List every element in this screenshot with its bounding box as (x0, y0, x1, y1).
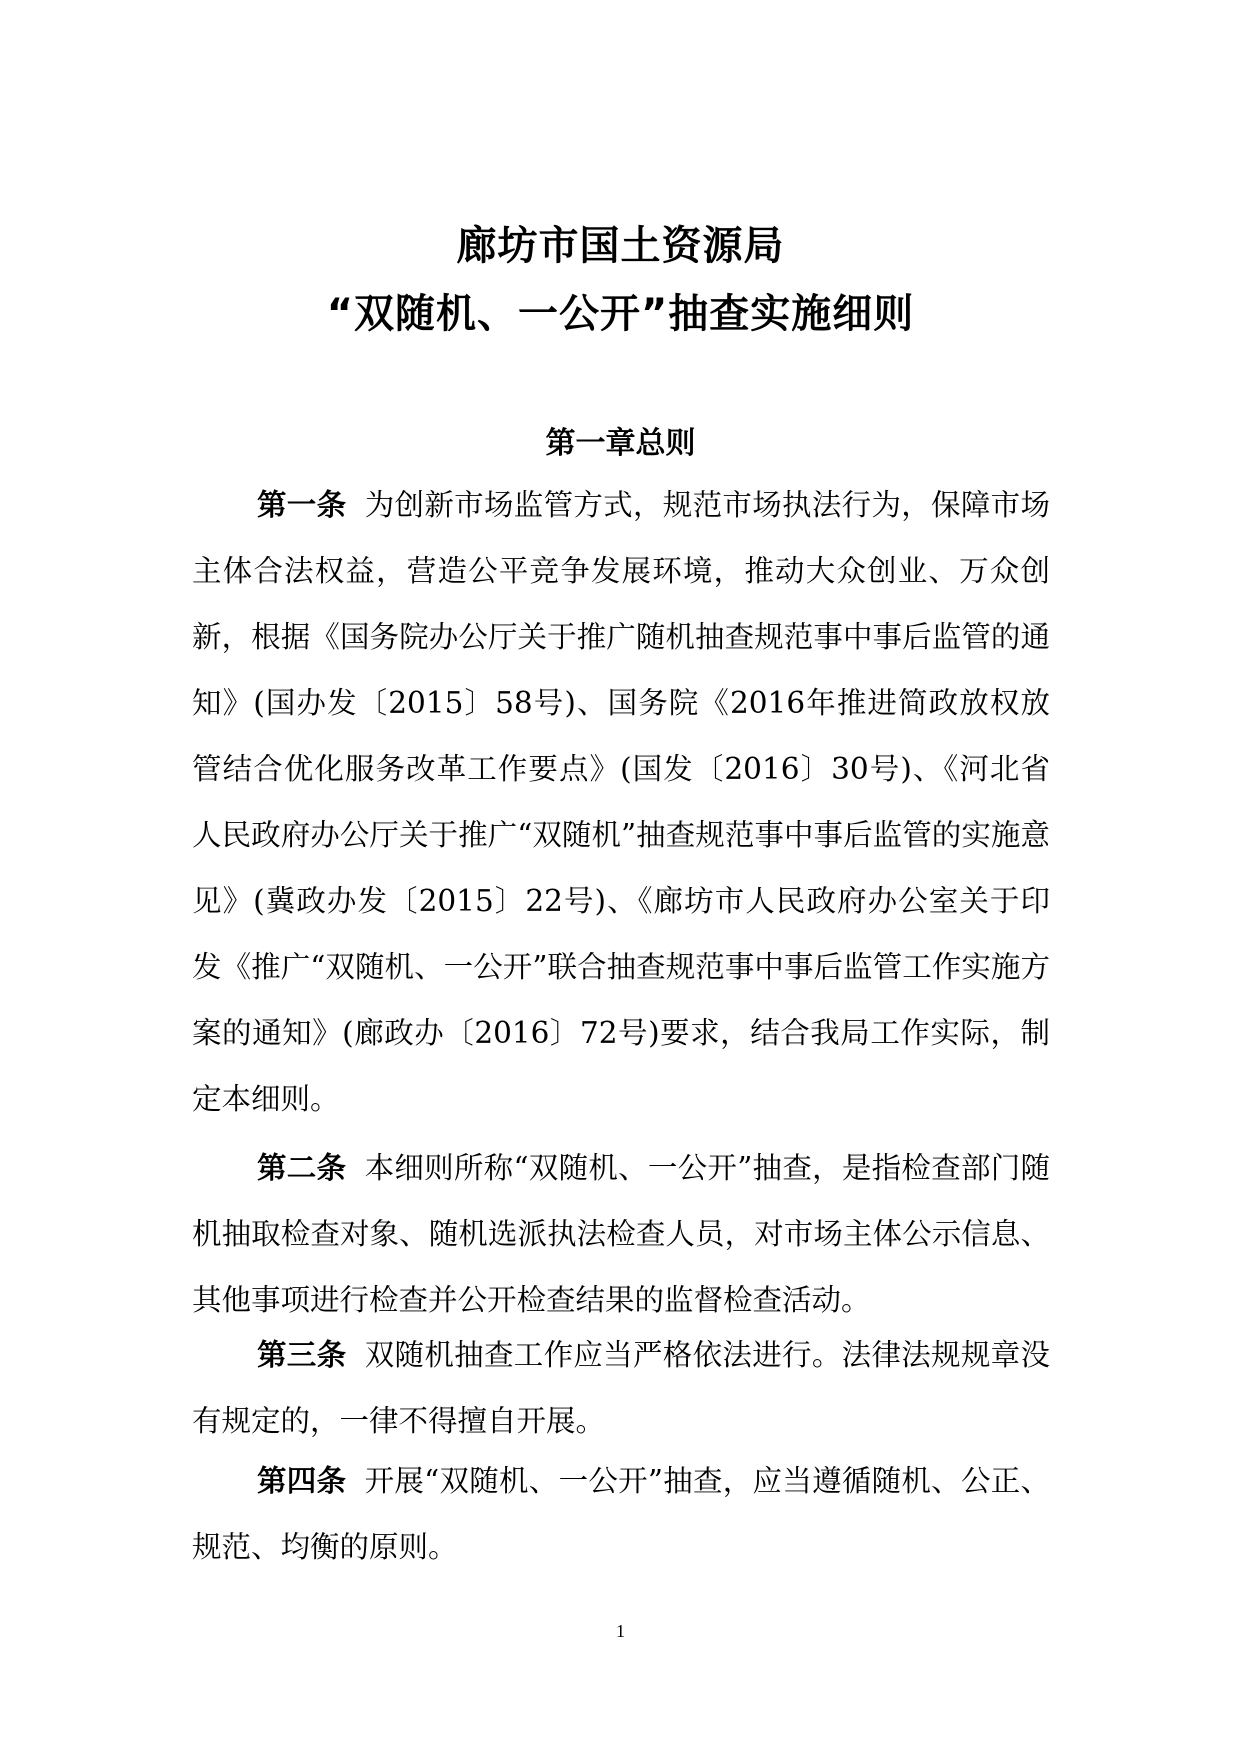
article-3 (192, 1322, 1050, 1454)
article-4 (192, 1448, 1050, 1580)
article-4-label: 第四条 (257, 1464, 347, 1498)
article-1 (192, 472, 1050, 1132)
document-title-line-2: “双随机、一公开”抽查实施细则 (326, 291, 915, 337)
document-title-line-1: 廊坊市国土资源局 (456, 223, 785, 269)
article-2-text: 本细则所称“双随机、一公开”抽查，是指检查部门随机抽取检查对象、随机选派执法检查人员，对市场主体公示信息、其他事项进行检查并公开检查结果的监督检查活动。 (192, 1151, 1050, 1317)
page-number: 1 (616, 1621, 625, 1641)
article-4-text: 开展“双随机、一公开”抽查，应当遵循随机、公正、规范、均衡的原则。 (192, 1464, 1050, 1564)
article-2-label: 第二条 (257, 1151, 347, 1185)
article-1-label: 第一条 (257, 488, 347, 522)
chapter-heading: 第一章总则 (545, 426, 696, 461)
article-2 (192, 1135, 1050, 1333)
article-1-text: 为创新市场监管方式，规范市场执法行为，保障市场主体合法权益，营造公平竞争发展环境，推动大众创业、万众创新，根据《国务院办公厅关于推广随机抽查规范事中事后监管的通知》(国办发〔2015〕58号)、国务院《2016年推进简政放权放管结合优化服务改革工作要点》(国发〔2016〕30号)、《河北省人民政府办公厅关于推广“双随机”抽查规范事中事后监管的实施意见》(冀政办发〔2015〕22号)、《廊坊市人民政府办公室关于印发《推广“双随机、一公开”联合抽查规范事中事后监管工作实施方案的通知》(廊政办〔2016〕72号)要求，结合我局工作实际，制定本细则。 (192, 488, 1050, 1116)
article-3-label: 第三条 (257, 1338, 347, 1372)
article-3-text: 双随机抽查工作应当严格依法进行。法律法规规章没有规定的，一律不得擅自开展。 (192, 1338, 1050, 1438)
